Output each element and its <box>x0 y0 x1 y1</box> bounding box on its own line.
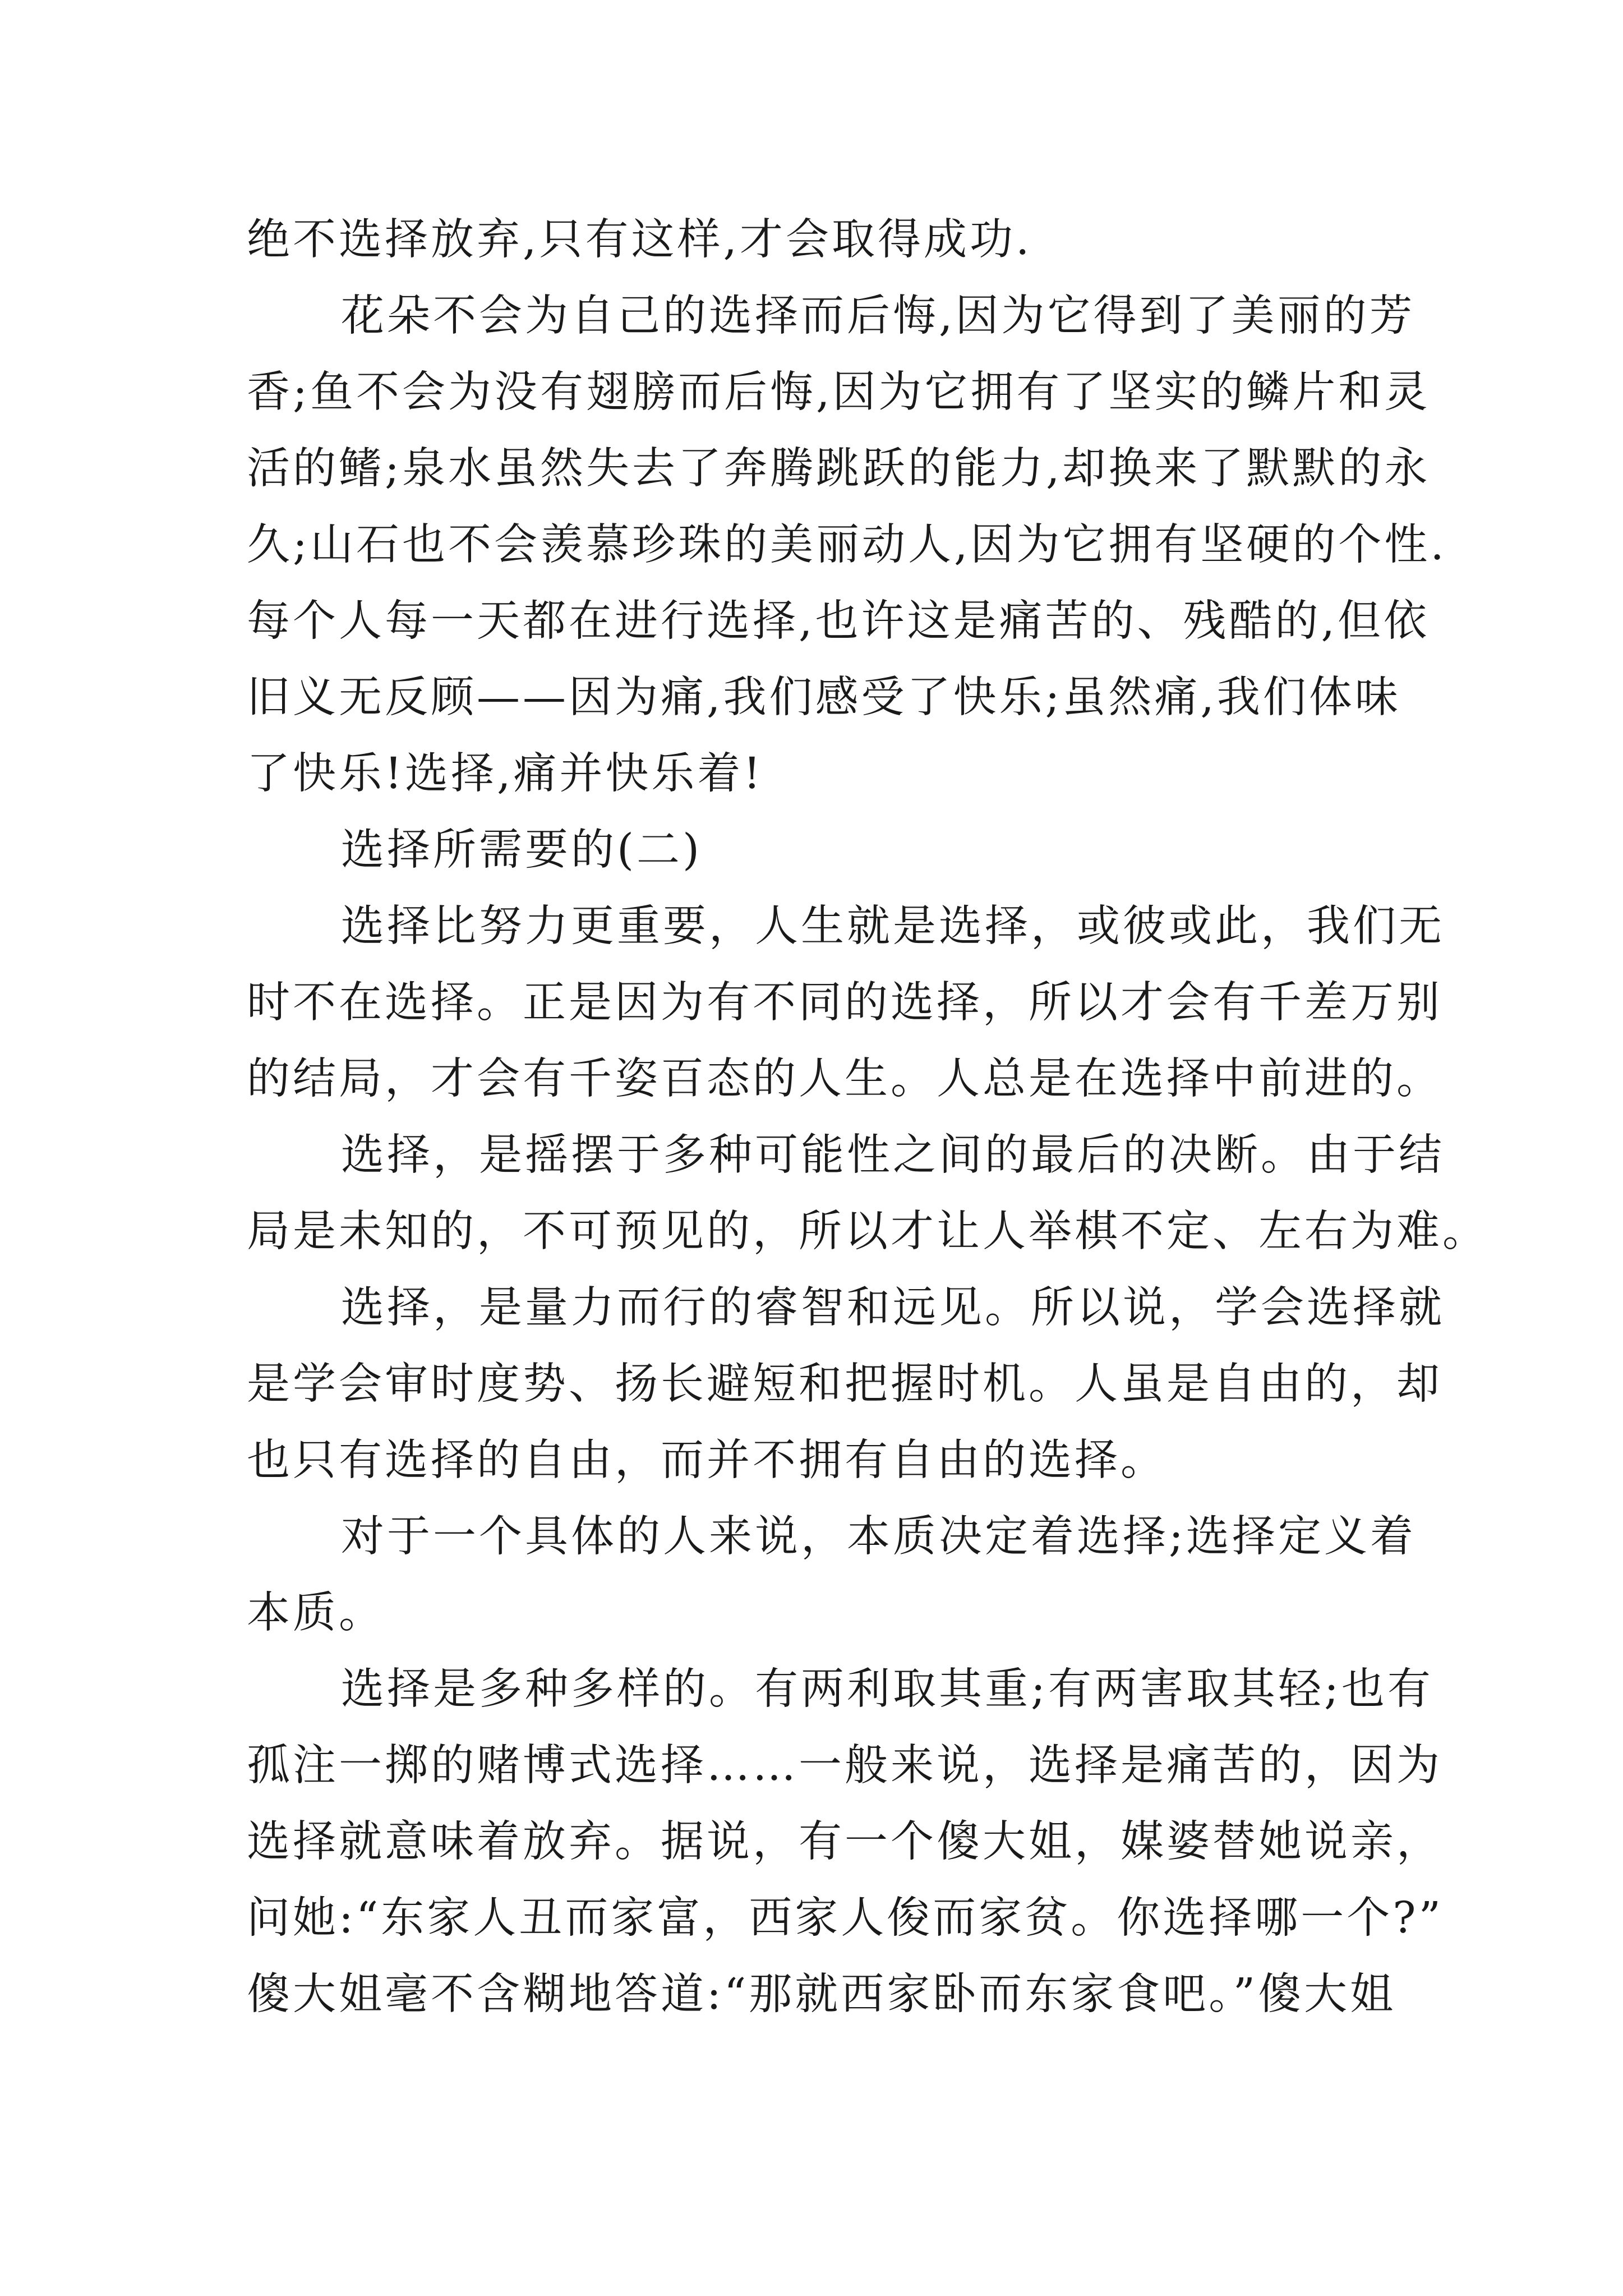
paragraph-variety-line-5: 傻大姐毫不含糊地答道:“那就西家卧而东家食吧。”傻大姐 <box>247 1970 1396 2019</box>
paragraph-wisdom-line-2: 是学会审时度势、扬长避短和把握时机。人虽是自由的，却 <box>247 1359 1442 1409</box>
paragraph-variety-line-3: 选择就意味着放弃。据说，有一个傻大姐，媒婆替她说亲， <box>247 1817 1442 1867</box>
paragraph-decision-line-2: 局是未知的，不可预见的，所以才让人举棋不定、左右为难。 <box>247 1207 1488 1257</box>
paragraph-flowers-line-2: 香;鱼不会为没有翅膀而后悔,因为它拥有了坚实的鳞片和灵 <box>247 367 1431 417</box>
text-line-1: 绝不选择放弃,只有这样,才会取得成功. <box>247 215 1032 265</box>
paragraph-flowers-line-6: 旧义无反顾——因为痛,我们感受了快乐;虽然痛,我们体味 <box>247 673 1401 723</box>
paragraph-decision-line-1: 选择，是摇摆于多种可能性之间的最后的决断。由于结 <box>341 1130 1445 1180</box>
paragraph-flowers-line-1: 花朵不会为自己的选择而后悔,因为它得到了美丽的芳 <box>341 291 1415 341</box>
paragraph-choice-line-2: 时不在选择。正是因为有不同的选择，所以才会有千差万别 <box>247 978 1442 1028</box>
document-body <box>247 202 1488 2033</box>
paragraph-wisdom-line-1: 选择，是量力而行的睿智和远见。所以说，学会选择就 <box>341 1283 1445 1333</box>
paragraph-choice-line-3: 的结局，才会有千姿百态的人生。人总是在选择中前进的。 <box>247 1054 1442 1104</box>
paragraph-choice-line-1: 选择比努力更重要，人生就是选择，或彼或此，我们无 <box>341 901 1445 951</box>
paragraph-variety-line-4: 问她:“东家人丑而家富，西家人俊而家贫。你选择哪一个?” <box>247 1893 1444 1943</box>
paragraph-wisdom-line-3: 也只有选择的自由，而并不拥有自由的选择。 <box>247 1435 1166 1485</box>
paragraph-variety-line-2: 孤注一掷的赌博式选择……一般来说，选择是痛苦的，因为 <box>247 1741 1442 1791</box>
paragraph-essence-line-1: 对于一个具体的人来说，本质决定着选择;选择定义着 <box>341 1512 1416 1562</box>
paragraph-flowers-line-4: 久;山石也不会羡慕珍珠的美丽动人,因为它拥有坚硬的个性. <box>247 520 1447 570</box>
section-heading: 选择所需要的(二) <box>341 825 703 875</box>
paragraph-flowers-line-3: 活的鳍;泉水虽然失去了奔腾跳跃的能力,却换来了默默的永 <box>247 444 1431 494</box>
paragraph-essence-line-2: 本质。 <box>247 1588 385 1638</box>
paragraph-flowers-line-7: 了快乐!选择,痛并快乐着! <box>247 749 764 799</box>
paragraph-variety-line-1: 选择是多种多样的。有两利取其重;有两害取其轻;也有 <box>341 1664 1433 1714</box>
paragraph-flowers-line-5: 每个人每一天都在进行选择,也许这是痛苦的、残酷的,但依 <box>247 596 1430 646</box>
